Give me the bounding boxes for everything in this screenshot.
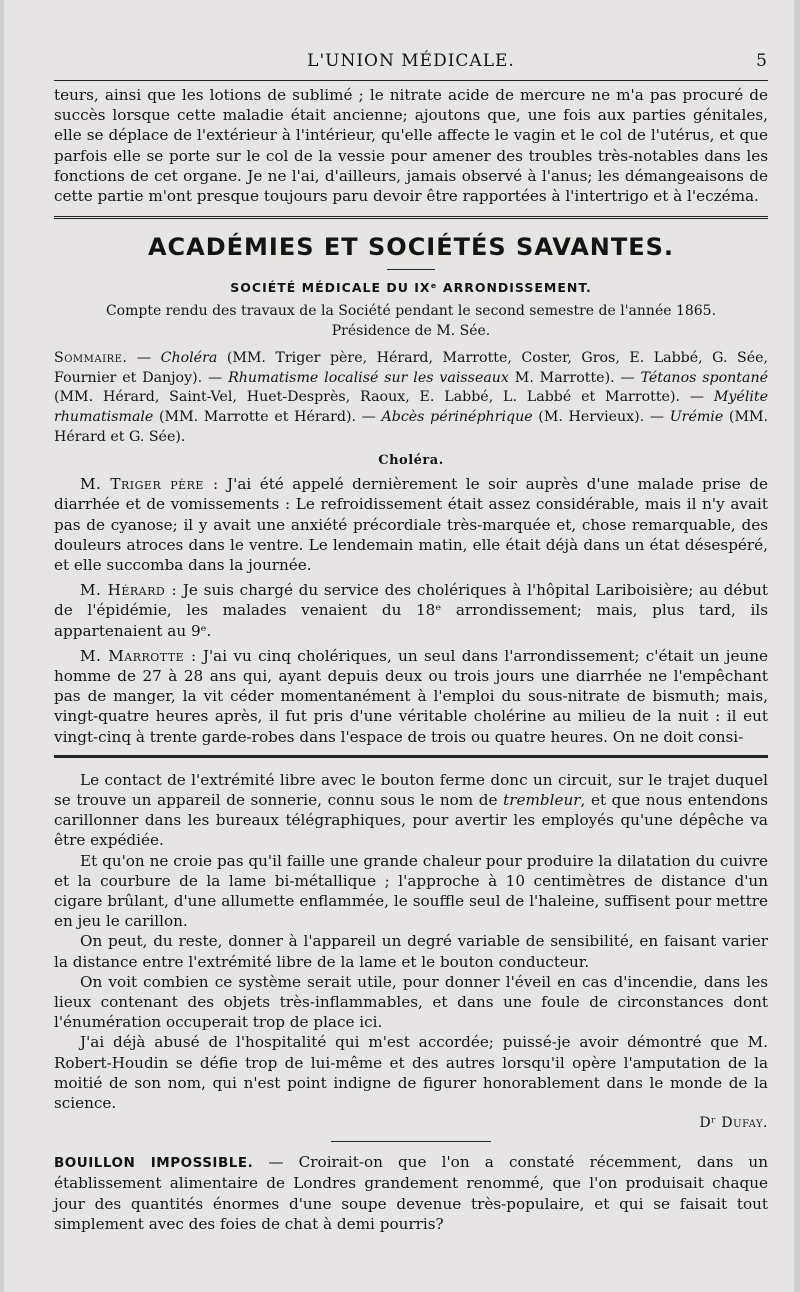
speaker-marrotte: M. Marrotte : [80,646,197,665]
section-title: ACADÉMIES ET SOCIÉTÉS SAVANTES. [147,233,675,262]
sommaire-topic-uremie: Urémie [669,409,724,425]
running-title: L'UNION MÉDICALE. [307,51,515,71]
sommaire-authors-cholera: (MM. Triger père, Hérard, Marrotte, Coster, Gros, E. Labbé, G. Sée, Fournier et Danjoy). — [54,350,768,386]
bouillon-title: BOUILLON IMPOSSIBLE. [54,1155,254,1172]
bouillon-text: — Croirait-on que l'on a constaté récemment, dans un établissement alimentaire de Londres grandement renommé, que l'on produisait chaque jour des quantités énormes d'une soupe devenue très-populaire, et qui se faisait tout simplement avec des foies de chat à demi pourris? [54,1153,768,1233]
feuilleton-rule [54,755,768,758]
sommaire-authors-rhumatisme: M. Marrotte). — [508,369,641,386]
journal-page [4,0,794,1292]
presidence: Présidence de M. Sée. [331,323,491,340]
feuilleton-p1-end: , et que nous entendons carillonner dans les bureaux télégraphiques, pour avertir les employés qu'une dépêche va être expédiée. [54,791,768,850]
society-heading: SOCIÉTÉ MÉDICALE DU IXᵉ ARRONDISSEMENT. [230,280,592,296]
text-herard: Je suis chargé du service des cholériques à l'hôpital Lariboisière; au début de l'épidémie, les malades venaient du 18ᵉ arrondissement; mais, plus tard, ils appartenaient au 9ᵉ. [54,581,768,640]
feuilleton-p1-emphasis: trembleur [503,791,581,810]
sommaire-authors-abces: (M. Hervieux). — [532,409,670,425]
sommaire-label: Sommaire. [54,350,128,367]
cholera-paragraph-herard [54,580,768,641]
sommaire-authors-uremie: (MM. Hérard et G. Sée). [54,409,769,445]
text-marrotte: J'ai vu cinq cholériques, un seul dans l'arrondissement; c'était un jeune homme de 27 à 28 ans qui, ayant depuis deux ou trois jours une diarrhée ne l'empêchant pas de manger, la vit céder momentanément à l'emploi du sous-nitrate de bismuth; mais, vingt-quatre heures après, il fut pris d'une véritable cholérine au milieu de la nuit : il eut vingt-cinq à trente garde-robes dans l'espace de trois ou quatre heures. On ne doit consi- [54,646,768,746]
sommaire-dash: — [127,350,161,367]
cholera-paragraph-triger [54,474,768,575]
section-double-rule [54,216,768,219]
section-short-rule [387,269,435,270]
sommaire-topic-myelite: Myélite rhumatismale [54,389,768,425]
sommaire [54,349,768,447]
sommaire-topic-tetanos: Tétanos spontané [640,369,768,386]
signature: Dʳ Dufay. [699,1115,768,1132]
sommaire-topic-cholera: Choléra [160,350,218,367]
sommaire-authors-myelite: (MM. Marrotte et Hérard). — [153,409,382,425]
sommaire-authors-tetanos: (MM. Hérard, Saint-Vel, Huet-Desprès, Raoux, E. Labbé, L. Labbé et Marrotte). — [54,389,714,406]
sommaire-topic-rhumatisme: Rhumatisme localisé sur les vaisseaux [228,369,509,386]
speaker-herard: M. Hérard : [80,581,178,600]
intro-paragraph: teurs, ainsi que les lotions de sublimé ; le nitrate acide de mercure ne m'a pas procuré de succès lorsque cette maladie était ancienne; ajoutons que, une fois aux parties génitales, elle se déplace de l'extérieur à l'intérieur, qu'elle affecte le vagin et le col de l'utérus, et que parfois elle se porte sur le col de la vessie pour amener des troubles très-notables dans les fonctions de cet organe. Je ne l'ai, d'ailleurs, jamais observé à l'anus; les démangeaisons de cette partie m'ont presque toujours paru devoir être rapportées à l'intertrigo et à l'eczéma. [54,86,768,206]
cholera-paragraph-marrotte [54,646,768,747]
feuilleton-paragraph-3: On peut, du reste, donner à l'appareil un degré variable de sensibilité, en faisant varier la distance entre l'extrémité libre de la lame et le bouton conducteur. [54,932,768,971]
sommaire-topic-abces: Abcès périnéphrique [381,409,533,425]
cholera-title: Choléra. [378,453,444,469]
header-rule [54,80,768,81]
compte-rendu: Compte rendu des travaux de la Société pendant le second semestre de l'année 1865. [105,303,717,320]
bouillon-paragraph [54,1152,768,1234]
text-triger: J'ai été appelé dernièrement le soir auprès d'une malade prise de diarrhée et de vomissements : Le refroidissement était assez considérable, mais il n'y avait pas de cyanose; il y avait une anxiété précordiale très-marquée et, chose remarquable, des douleurs atroces dans le ventre. Le lendemain matin, elle était déjà dans un état désespéré, et elle succomba dans la journée. [54,475,768,574]
speaker-triger: M. Triger père : [80,475,219,494]
running-head [54,48,768,74]
feuilleton-paragraph-4: On voit combien ce système serait utile, pour donner l'éveil en cas d'incendie, dans les lieux contenant des objets très-inflammables, et dans une foule de circonstances dont l'énumération occuperait trop de place ici. [54,972,768,1032]
feuilleton-paragraph-1 [54,770,768,851]
feuilleton-paragraph-5: J'ai déjà abusé de l'hospitalité qui m'est accordée; puissé-je avoir démontré que M. Robert-Houdin se défie trop de lui-même et des autres lorsqu'il opère l'amputation de la moitié de son nom, qui n'est point indigne de figurer honorablement dans le monde de la science. [54,1033,768,1113]
feuilleton-paragraph-2: Et qu'on ne croie pas qu'il faille une grande chaleur pour produire la dilatation du cuivre et la courbure de la lame bi-métallique ; l'approche à 10 centimètres de distance d'un cigare brûlant, d'une allumette enflammée, le souffle seul de l'haleine, suffisent pour mettre en jeu le carillon. [54,851,768,931]
bouillon-rule [331,1141,491,1142]
feuilleton-p1-start: Le contact de l'extrémité libre avec le bouton ferme donc un circuit, sur le trajet duquel se trouve un appareil de sonnerie, connu sous le nom de [54,770,768,810]
page-number: 5 [756,51,768,71]
